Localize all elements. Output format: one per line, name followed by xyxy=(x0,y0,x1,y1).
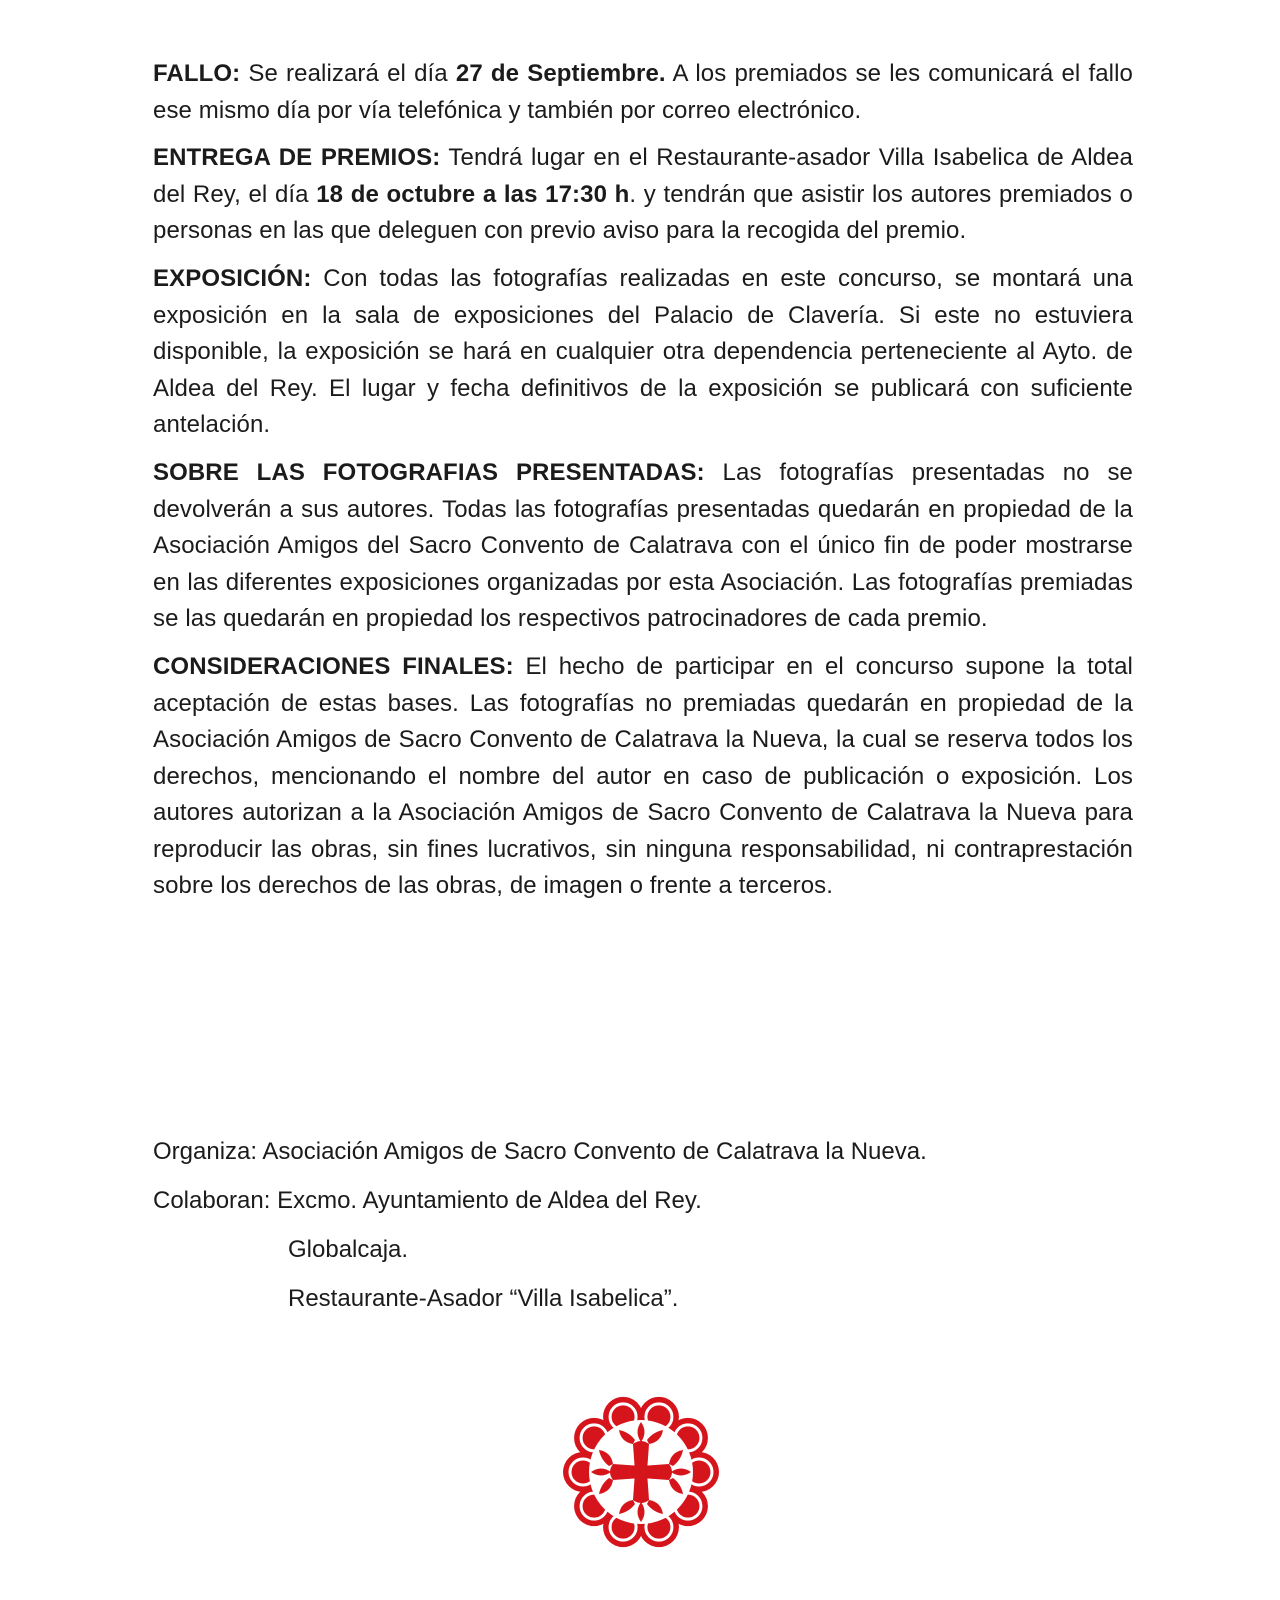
calatrava-cross-emblem-icon xyxy=(561,1392,721,1552)
entrega-text-1: Tendrá lugar en el Restaurante-asador Villa Isabelica de Aldea del Rey, el día xyxy=(153,144,1133,208)
fallo-paragraph xyxy=(153,56,1133,129)
colaboran-line: Colaboran: Excmo. Ayuntamiento de Aldea del Rey. xyxy=(153,1187,702,1214)
cross-center xyxy=(632,1463,650,1481)
restaurante-line: Restaurante-Asador “Villa Isabelica”. xyxy=(288,1285,679,1312)
consideraciones-paragraph xyxy=(153,649,1133,905)
entrega-paragraph xyxy=(153,140,1133,250)
entrega-heading: ENTREGA DE PREMIOS: xyxy=(153,144,441,172)
sobre-paragraph xyxy=(153,455,1133,638)
fallo-text-1: Se realizará el día xyxy=(240,60,456,87)
fallo-date: 27 de Septiembre. xyxy=(455,60,666,87)
document-body xyxy=(153,56,1133,916)
entrega-text-2: . y tendrán que asistir los autores premiados o personas en las que deleguen con previo aviso para la recogida del premio. xyxy=(153,180,1133,245)
globalcaja-line: Globalcaja. xyxy=(288,1236,409,1263)
fallo-heading: FALLO: xyxy=(153,60,241,87)
credits-block xyxy=(153,1134,1133,1330)
consideraciones-text: El hecho de participar en el concurso supone la total aceptación de estas bases. Las fotografías no premiadas quedarán en propiedad de la Asociación Amigos de Sacro Convento de Calatrava la Nueva, la cual se reserva todos los derechos, mencionando el nombre del autor en caso de publicación o exposición. Los autores autorizan a la Asociación Amigos de Sacro Convento de Calatrava la Nueva para reproducir las obras, sin fines lucrativos, sin ninguna responsabilidad, ni contraprestación sobre los derechos de las obras, de imagen o frente a terceros. xyxy=(153,652,1133,900)
sobre-text: Las fotografías presentadas no se devolverán a sus autores. Todas las fotografías presentadas quedarán en propiedad de la Asociación Amigos del Sacro Convento de Calatrava con el único fin de poder mostrarse en las diferentes exposiciones organizadas por esta Asociación. Las fotografías premiadas se las quedarán en propiedad los respectivos patrocinadores de cada premio. xyxy=(153,458,1134,633)
sobre-heading: SOBRE LAS FOTOGRAFIAS PRESENTADAS: xyxy=(153,458,705,486)
exposicion-text: Con todas las fotografías realizadas en este concurso, se montará una exposición en la sala de exposiciones del Palacio de Clavería. Si este no estuviera disponible, la exposición se hará en cualquier otra dependencia perteneciente al Ayto. de Aldea del Rey. El lugar y fecha definitivos de la exposición se publicará con suficiente antelación. xyxy=(153,264,1133,439)
entrega-date: 18 de octubre a las 17:30 h xyxy=(316,180,630,208)
consideraciones-heading: CONSIDERACIONES FINALES: xyxy=(153,652,514,680)
organiza-line: Organiza: Asociación Amigos de Sacro Convento de Calatrava la Nueva. xyxy=(153,1138,927,1165)
exposicion-heading: EXPOSICIÓN: xyxy=(153,264,312,292)
fallo-text-2: A los premiados se les comunicará el fallo ese mismo día por vía telefónica y también por correo electrónico. xyxy=(153,60,1133,124)
exposicion-paragraph xyxy=(153,261,1133,444)
